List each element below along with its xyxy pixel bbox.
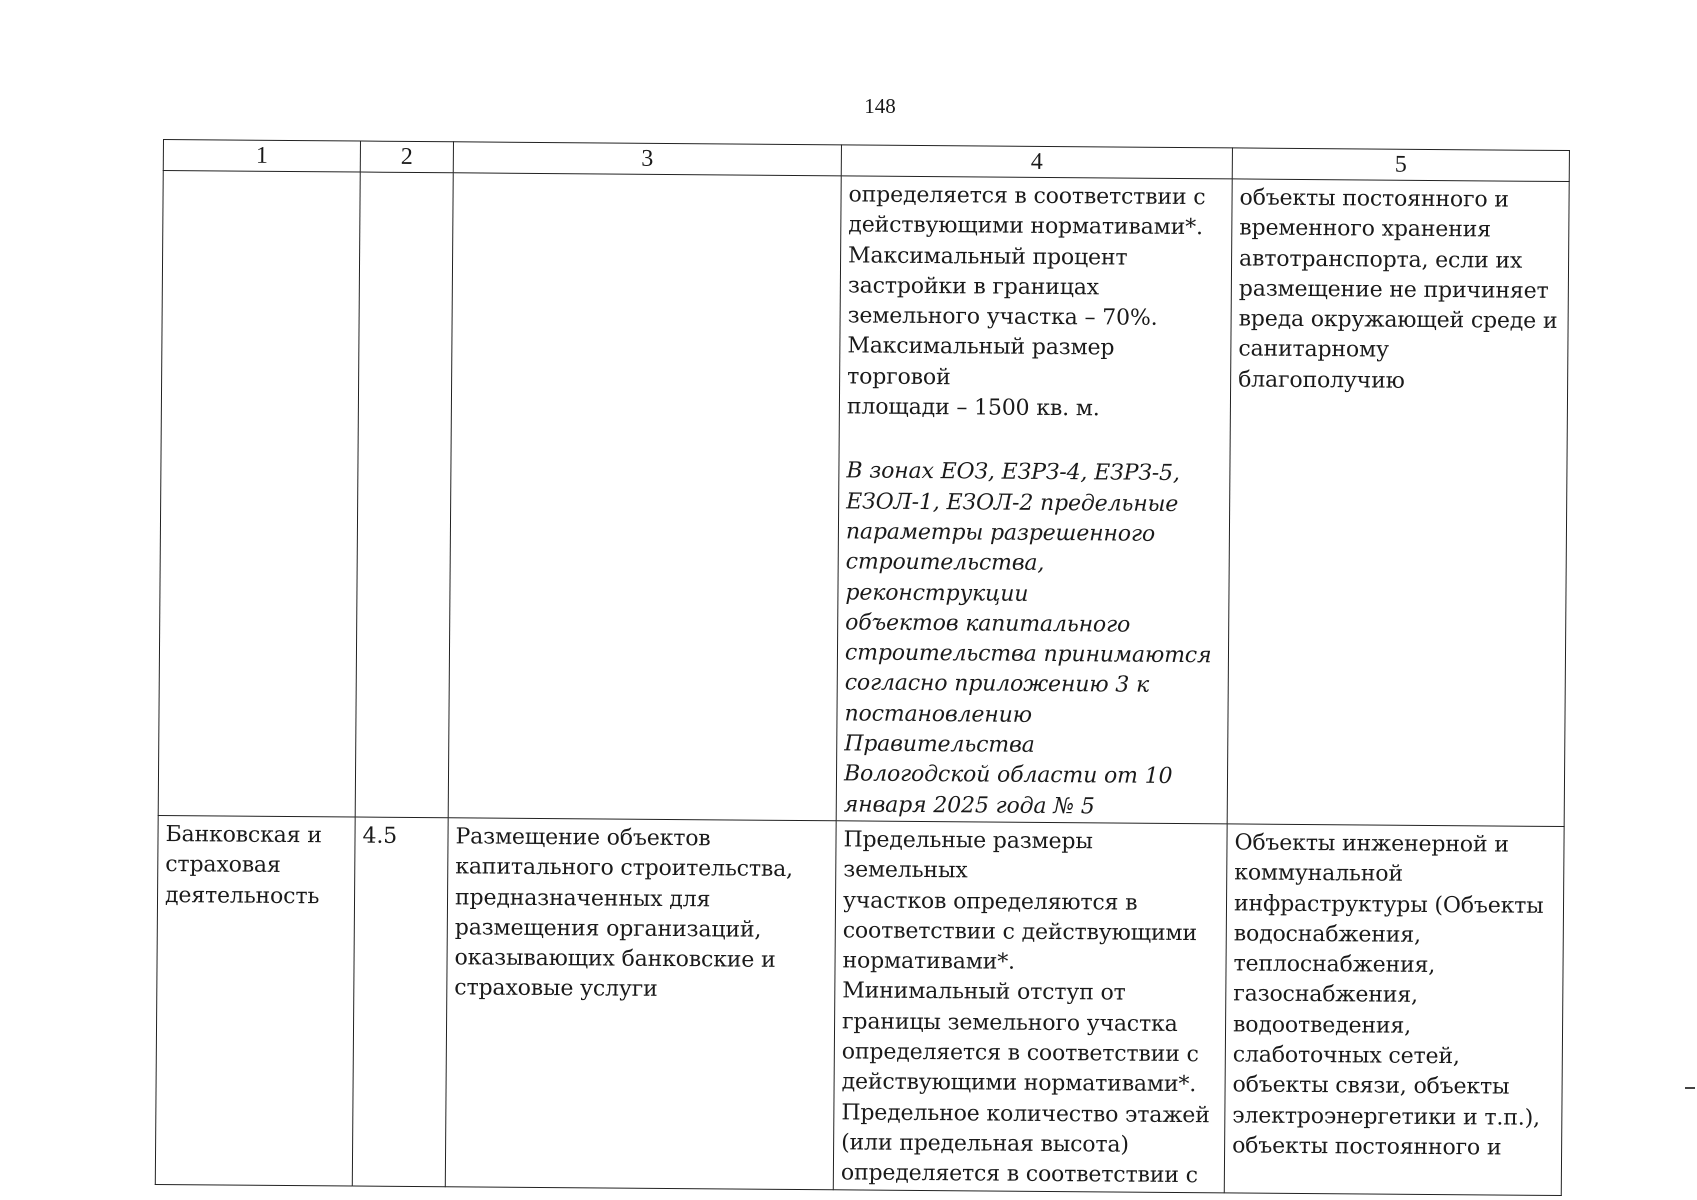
column-header-1: 1 [163,140,360,173]
use-type-code: 4.5 [362,823,398,849]
use-type-name: Банковская и страховая деятельность [164,821,322,909]
table-cell [448,173,841,821]
table-cell [355,172,453,818]
page-number: 148 [864,94,896,118]
table-cell [833,821,1227,1193]
column-header-2: 2 [360,141,453,173]
regulations-table [155,139,1570,1196]
use-type-description: Размещение объектов капитального строительства, предназначенных для размещения организаций, оказывающих банковские и страховые услуги [454,824,794,1003]
construction-parameters: определяется в соответствии с действующими нормативами*. Максимальный процент застройки в границах земельного участка – 70%. Максимальный размер торговой площади – 1500 кв. м. [846,182,1206,422]
table-row [155,815,1564,1195]
construction-parameters: Предельные размеры земельных участков определяются в соответствии с действующими нормативами*. Минимальный отступ от границы земельного участка определяется в соответствии с действующими нормативами*. Предельное количество этажей (или предельная высота) определяется в соответствии с [840,827,1210,1189]
table-cell [1227,179,1569,827]
use-type-code [361,173,453,178]
use-type-name [164,171,360,177]
table-cell [158,171,360,817]
column-header-3: 3 [453,142,841,176]
table-cell [352,817,448,1186]
column-header-4: 4 [841,145,1232,179]
auxiliary-uses: объекты постоянного и временного хранения автотранспорта, если их размещение не причиняет вреда окружающей среде и санитарному благополучию [1238,185,1558,394]
column-header-5: 5 [1232,148,1569,182]
table-cell [445,818,836,1190]
table-cell [836,176,1232,824]
auxiliary-uses: Объекты инженерной и коммунальной инфраструктуры (Объекты водоснабжения, теплоснабжения, газоснабжения, водоотведения, слаботочных сетей, объекты связи, объекты электроэнергетики и т.п.), объекты постоянного и [1232,830,1544,1161]
zone-parameters-note: В зонах ЕОЗ, ЕЗРЗ-4, ЕЗРЗ-5, ЕЗОЛ-1, ЕЗОЛ-2 предельные параметры разрешенного строительства, реконструкции объектов капитального строительства принимаются согласно приложению 3 к постановлению Правительства Вологодской области от 10 января 2025 года № 5 [843,458,1212,819]
table-cell [155,815,355,1185]
table-row [158,171,1569,827]
scan-edge-mark [1685,1087,1695,1089]
table-cell [1224,824,1564,1195]
